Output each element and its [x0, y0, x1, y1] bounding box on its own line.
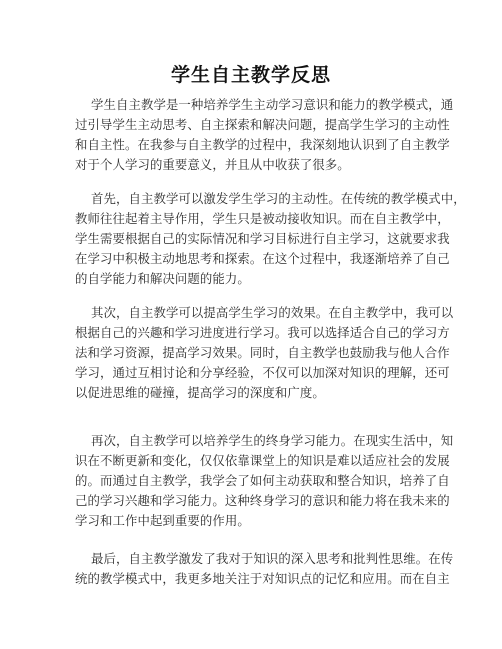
paragraph-line: 识在不断更新和变化，仅仅依靠课堂上的知识是难以适应社会的发展	[75, 453, 450, 468]
paragraph-line: 法和学习资源，提高学习效果。同时，自主教学也鼓励我与他人合作	[75, 345, 450, 360]
paragraph-line: 学生自主教学是一种培养学生主动学习意识和能力的教学模式，通	[91, 97, 454, 112]
paragraph-line: 在学习中积极主动地思考和探索。在这个过程中，我逐渐培养了自己	[75, 251, 450, 266]
paragraph-line: 的。而通过自主教学，我学会了如何主动获取和整合知识，培养了自	[75, 473, 450, 488]
paragraph-5	[75, 549, 495, 589]
paragraph-line: 过引导学生主动思考、自主探索和解决问题，提高学生学习的主动性	[75, 117, 450, 132]
paragraph-line: 首先，自主教学可以激发学生学习的主动性。在传统的教学模式中，	[91, 191, 466, 206]
paragraph-line: 和自主性。在我参与自主教学的过程中，我深刻地认识到了自主教学	[75, 137, 450, 152]
paragraph-line: 的自学能力和解决问题的能力。	[75, 271, 250, 286]
paragraph-line: 根据自己的兴趣和学习进度进行学习。我可以选择适合自己的学习方	[75, 325, 450, 340]
paragraph-line: 再次，自主教学可以培养学生的终身学习能力。在现实生活中，知	[91, 433, 454, 448]
paragraph-line: 教师往往起着主导作用，学生只是被动接收知识。而在自主教学中，	[75, 211, 450, 226]
paragraph-line: 学习和工作中起到重要的作用。	[75, 513, 250, 528]
paragraph-line: 己的学习兴趣和学习能力。这种终身学习的意识和能力将在我未来的	[75, 493, 450, 508]
paragraph-line: 学生需要根据自己的实际情况和学习目标进行自主学习，这就要求我	[75, 231, 450, 246]
paragraph-line: 最后，自主教学激发了我对于知识的深入思考和批判性思维。在传	[91, 551, 454, 566]
paragraph-line: 对于个人学习的重要意义，并且从中收获了很多。	[75, 157, 350, 172]
paragraph-2	[75, 189, 495, 289]
paragraph-3	[75, 303, 495, 403]
paragraph-line: 其次，自主教学可以提高学生学习的效果。在自主教学中，我可以	[91, 305, 454, 320]
paragraph-4	[75, 431, 495, 531]
paragraph-line: 统的教学模式中，我更多地关注于对知识点的记忆和应用。而在自主	[75, 571, 450, 586]
paragraph-line: 学习，通过互相讨论和分享经验，不仅可以加深对知识的理解，还可	[75, 365, 450, 380]
paragraph-line: 以促进思维的碰撞，提高学习的深度和广度。	[75, 385, 325, 400]
document-title: 学生自主教学反思	[170, 64, 331, 86]
paragraph-1	[75, 95, 495, 175]
